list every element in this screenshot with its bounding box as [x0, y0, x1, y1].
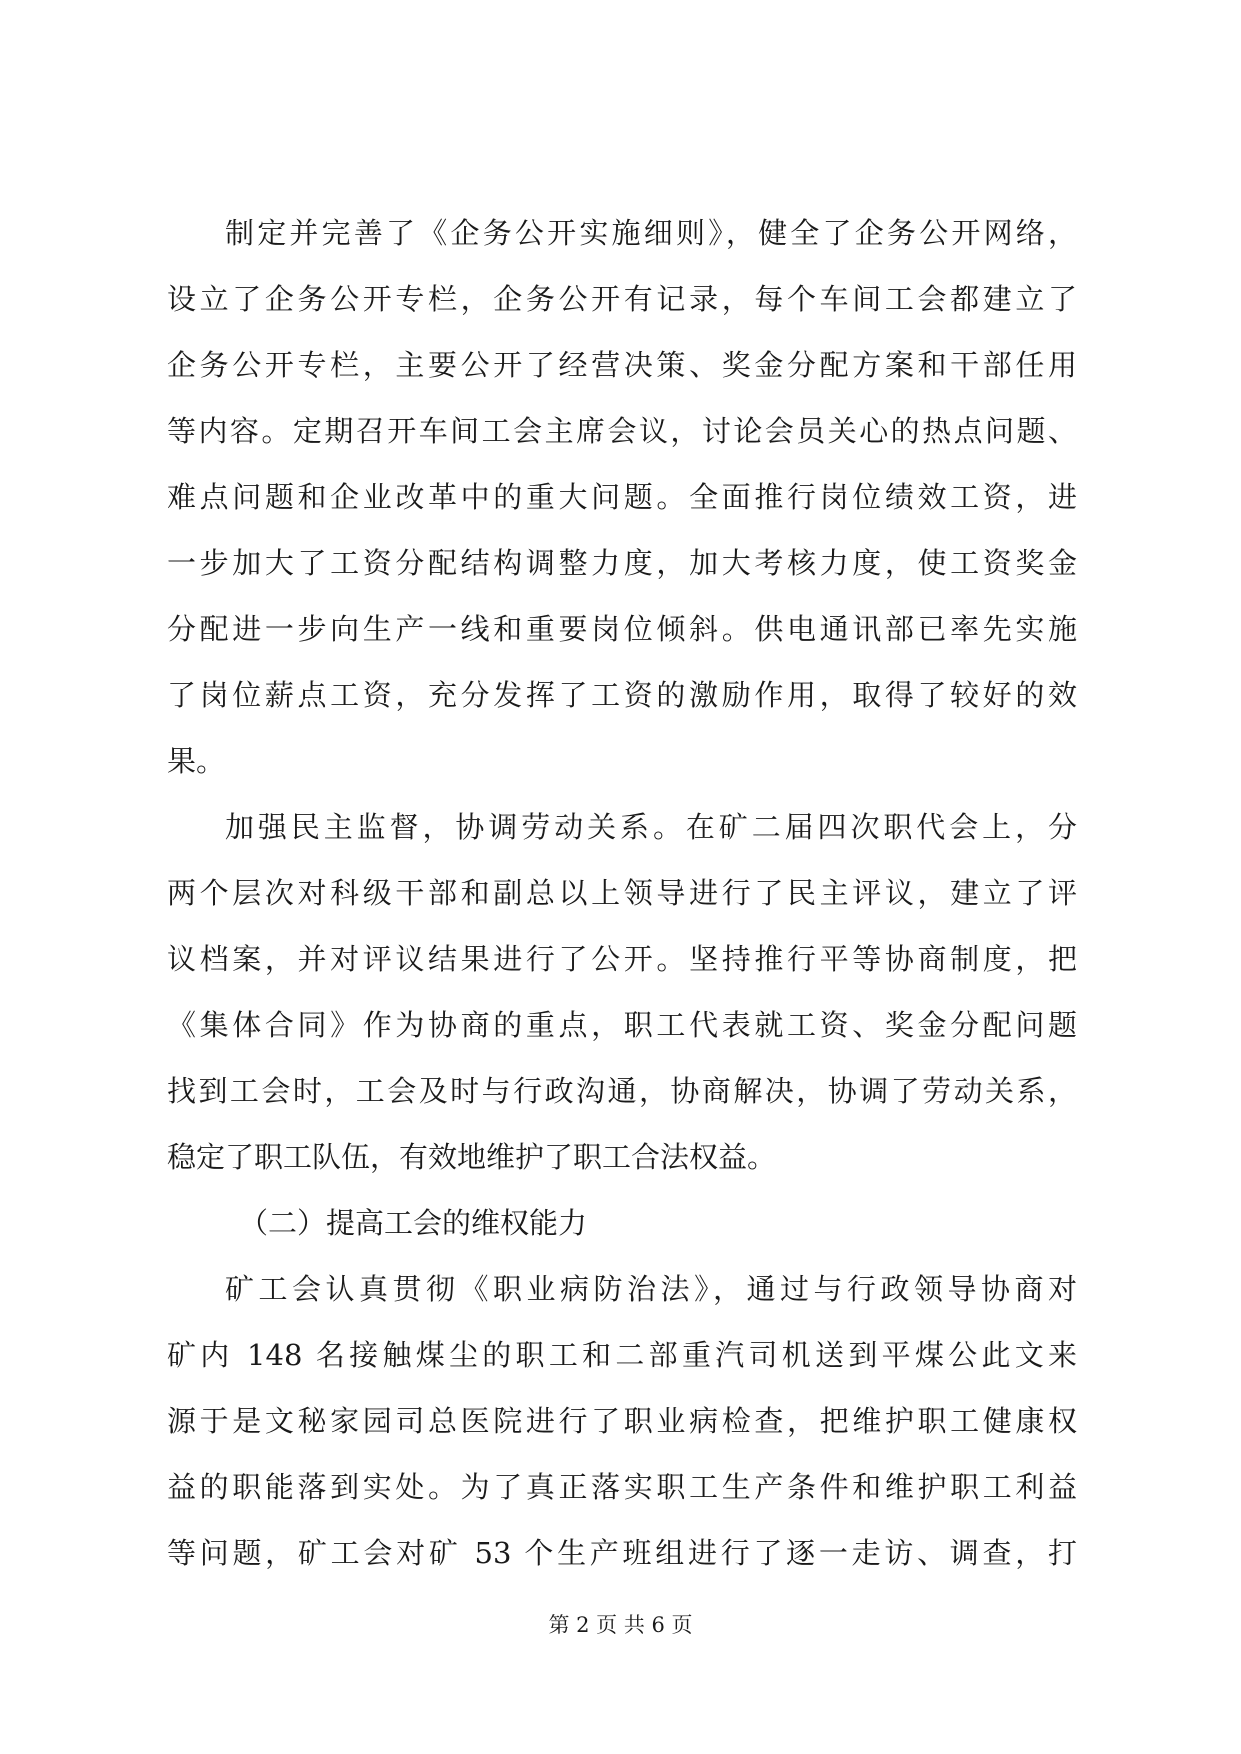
text-line: 一步加大了工资分配结构调整力度，加大考核力度，使工资奖金: [167, 546, 1077, 580]
text-line: 源于是文秘家园司总医院进行了职业病检查，把维护职工健康权: [167, 1404, 1077, 1438]
text-line: 议档案，并对评议结果进行了公开。坚持推行平等协商制度，把: [167, 942, 1077, 976]
text-line: 加强民主监督，协调劳动关系。在矿二届四次职代会上，分: [225, 810, 1077, 844]
text-line: 分配进一步向生产一线和重要岗位倾斜。供电通讯部已率先实施: [167, 612, 1077, 646]
text-line: 两个层次对科级干部和副总以上领导进行了民主评议，建立了评: [167, 876, 1077, 910]
text-line: 等问题，矿工会对矿 53 个生产班组进行了逐一走访、调查，打: [167, 1536, 1077, 1570]
text-line: 益的职能落到实处。为了真正落实职工生产条件和维护职工利益: [167, 1470, 1077, 1504]
text-line: 《集体合同》作为协商的重点，职工代表就工资、奖金分配问题: [167, 1008, 1077, 1042]
text-line: 设立了企务公开专栏，企务公开有记录，每个车间工会都建立了: [167, 282, 1077, 316]
text-line: 等内容。定期召开车间工会主席会议，讨论会员关心的热点问题、: [167, 414, 1077, 448]
page-footer: 第 2 页 共 6 页: [548, 1613, 693, 1637]
text-line: 果。: [167, 744, 226, 778]
text-line: 矿工会认真贯彻《职业病防治法》，通过与行政领导协商对: [225, 1272, 1077, 1306]
text-line: 矿内 148 名接触煤尘的职工和二部重汽司机送到平煤公此文来: [167, 1338, 1077, 1372]
text-line: 找到工会时，工会及时与行政沟通，协商解决，协调了劳动关系，: [167, 1074, 1077, 1108]
body-text: [167, 200, 1077, 1586]
text-line: 稳定了职工队伍，有效地维护了职工合法权益。: [167, 1140, 777, 1174]
text-line: 制定并完善了《企务公开实施细则》，健全了企务公开网络，: [225, 216, 1077, 250]
text-line: 了岗位薪点工资，充分发挥了工资的激励作用，取得了较好的效: [167, 678, 1077, 712]
text-line: 难点问题和企业改革中的重大问题。全面推行岗位绩效工资，进: [167, 480, 1077, 514]
section-heading: （二）提高工会的维权能力: [239, 1206, 588, 1240]
text-line: 企务公开专栏，主要公开了经营决策、奖金分配方案和干部任用: [167, 348, 1077, 382]
